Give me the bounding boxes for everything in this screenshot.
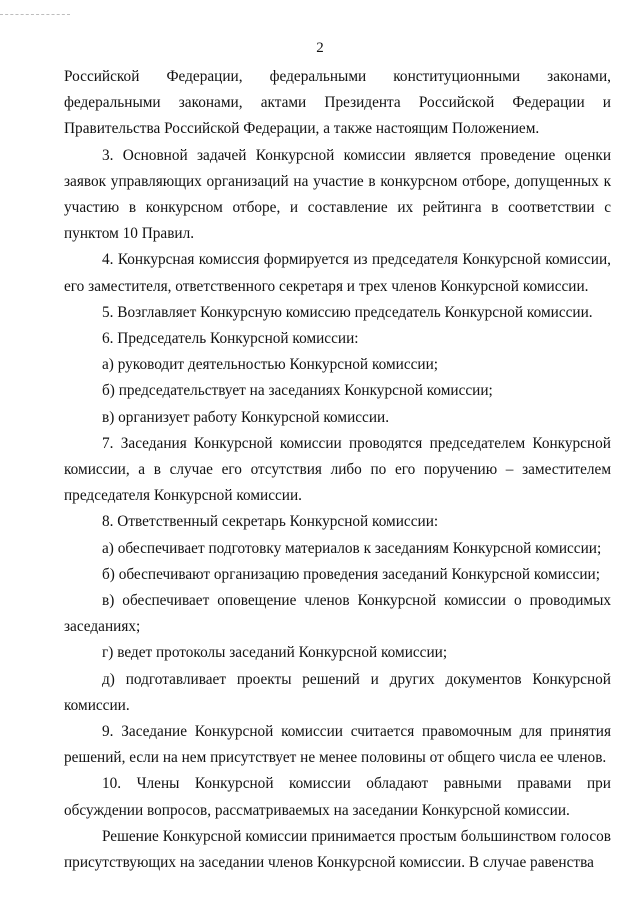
paragraph: Решение Конкурсной комиссии принимается простым большинством голосов присутствующих на заседании членов Конкурсной комиссии. В случае равенства xyxy=(64,827,611,872)
document-body xyxy=(64,64,611,876)
scan-artifact xyxy=(0,0,70,15)
paragraph: 8. Ответственный секретарь Конкурсной комиссии: xyxy=(102,513,439,531)
list-item: г) ведет протоколы заседаний Конкурсной комиссии; xyxy=(102,644,448,662)
list-item: б) обеспечивают организацию проведения заседаний Конкурсной комиссии; xyxy=(102,565,600,583)
paragraph: 9. Заседание Конкурсной комиссии считается правомочным для принятия решений, если на нем присутствует не менее половины от общего числа ее членов. xyxy=(64,723,611,767)
list-item: б) председательствует на заседаниях Конкурсной комиссии; xyxy=(102,382,493,400)
list-item: а) руководит деятельностью Конкурсной комиссии; xyxy=(102,356,439,374)
paragraph: 3. Основной задачей Конкурсной комиссии является проведение оценки заявок управляющих организаций на участие в конкурсном отборе, допущенных к участию в конкурсном отборе, и составление их рейтинга в соответствии с пунктом 10 Правил. xyxy=(64,146,611,243)
paragraph: 5. Возглавляет Конкурсную комиссию председатель Конкурсной комиссии. xyxy=(102,303,593,321)
paragraph: 7. Заседания Конкурсной комиссии проводятся председателем Конкурсной комиссии, а в случае его отсутствия либо по его поручению – заместителем председателя Конкурсной комиссии. xyxy=(64,434,611,505)
page-number: 2 xyxy=(316,40,324,56)
paragraph: 10. Члены Конкурсной комиссии обладают равными правами при обсуждении вопросов, рассматриваемых на заседании Конкурсной комиссии. xyxy=(64,775,611,819)
paragraph: 4. Конкурсная комиссия формируется из председателя Конкурсной комиссии, его заместителя, ответственного секретаря и трех членов Конкурсной комиссии. xyxy=(64,251,611,295)
list-item: в) обеспечивает оповещение членов Конкурсной комиссии о проводимых заседаниях; xyxy=(64,592,611,636)
paragraph: 6. Председатель Конкурсной комиссии: xyxy=(102,330,359,348)
list-item: д) подготавливает проекты решений и других документов Конкурсной комиссии. xyxy=(64,670,611,714)
list-item: а) обеспечивает подготовку материалов к заседаниям Конкурсной комиссии; xyxy=(102,539,602,557)
list-item: в) организует работу Конкурсной комиссии. xyxy=(102,408,390,426)
paragraph: Российской Федерации, федеральными конституционными законами, федеральными законами, актами Президента Российской Федерации и Правительства Российской Федерации, а также настоящим Положением. xyxy=(64,68,611,138)
